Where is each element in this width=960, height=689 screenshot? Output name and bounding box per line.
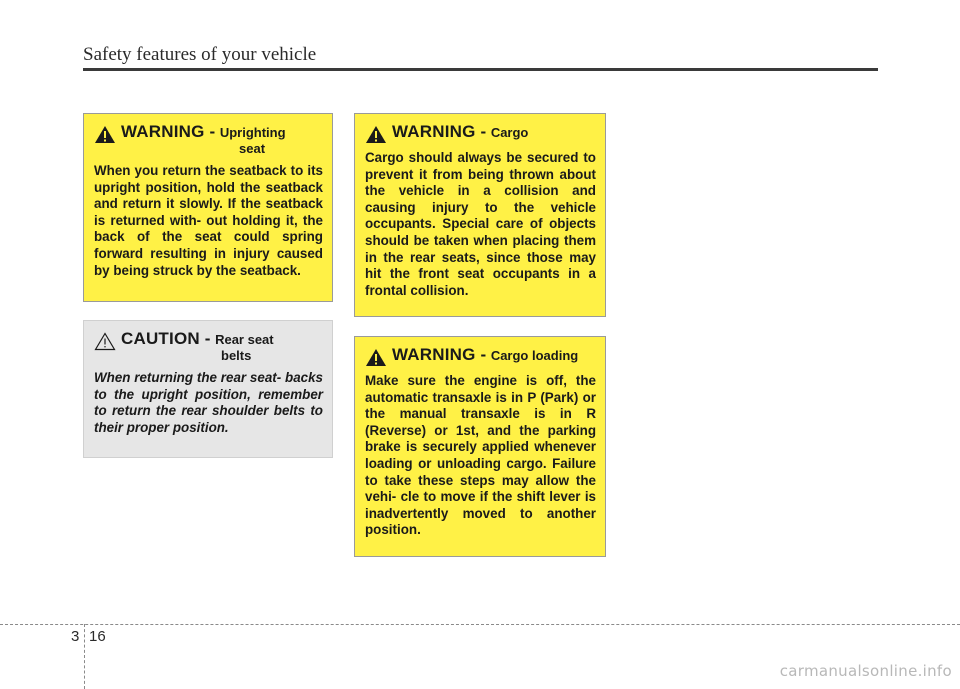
caution-rear-seat-belts-heading bbox=[94, 331, 323, 364]
warning-triangle-icon bbox=[94, 125, 116, 144]
chapter-number: 3 bbox=[71, 628, 80, 645]
header-rule bbox=[83, 68, 878, 71]
page-header-title: Safety features of your vehicle bbox=[83, 44, 317, 65]
warning-triangle-icon bbox=[365, 348, 387, 367]
caution-triangle-icon bbox=[94, 332, 116, 351]
warning-cargo-loading-box bbox=[354, 336, 606, 557]
warning-triangle-icon bbox=[365, 125, 387, 144]
warning-topic: Cargo bbox=[490, 125, 529, 140]
warning-cargo-loading-text: Make sure the engine is off, the automatic transaxle is in P (Park) or the manual transaxle is in R (Reverse) or 1st, and the parking brake is securely applied whenever loading or unloading cargo. Failure to take these steps may allow the vehi- cle to move if the shift lever is inadvertently moved to another position. bbox=[365, 373, 596, 538]
footer-dashed-divider bbox=[84, 624, 85, 689]
caution-rear-seat-belts-text: When returning the rear seat- backs to the upright position, remember to return the rear shoulder belts to their proper position. bbox=[94, 370, 323, 435]
warning-topic-line2: seat bbox=[239, 141, 266, 156]
caution-label: CAUTION - bbox=[121, 329, 211, 348]
warning-cargo-loading-heading bbox=[365, 347, 596, 367]
warning-label: WARNING - bbox=[392, 345, 487, 364]
footer-dashed-rule bbox=[0, 624, 960, 625]
caution-topic: Rear seat bbox=[215, 332, 274, 347]
warning-cargo-text: Cargo should always be secured to prevent it from being thrown about the vehicle in a collision and causing injury to the vehicle occupants. Special care of objects should be taken when placing them in the rear seats, since those may hit the front seat occupants in a frontal collision. bbox=[365, 150, 596, 298]
warning-upright-seat-text: When you return the seatback to its upright position, hold the seatback and return it slowly. If the seatback is returned with- out holding it, the back of the seat could spring forward resulting in injury caused by being struck by the seatback. bbox=[94, 163, 323, 278]
page-number: 16 bbox=[89, 628, 106, 645]
warning-cargo-heading bbox=[365, 124, 596, 144]
warning-topic: Uprighting bbox=[219, 125, 286, 140]
caution-rear-seat-belts-box bbox=[83, 320, 333, 458]
warning-upright-seat-box bbox=[83, 113, 333, 302]
warning-label: WARNING - bbox=[392, 122, 487, 141]
warning-cargo-box bbox=[354, 113, 606, 317]
caution-topic-line2: belts bbox=[221, 348, 252, 363]
warning-upright-seat-heading bbox=[94, 124, 323, 157]
warning-label: WARNING - bbox=[121, 122, 216, 141]
warning-topic: Cargo loading bbox=[490, 348, 579, 363]
watermark-text: carmanualsonline.info bbox=[779, 662, 952, 680]
